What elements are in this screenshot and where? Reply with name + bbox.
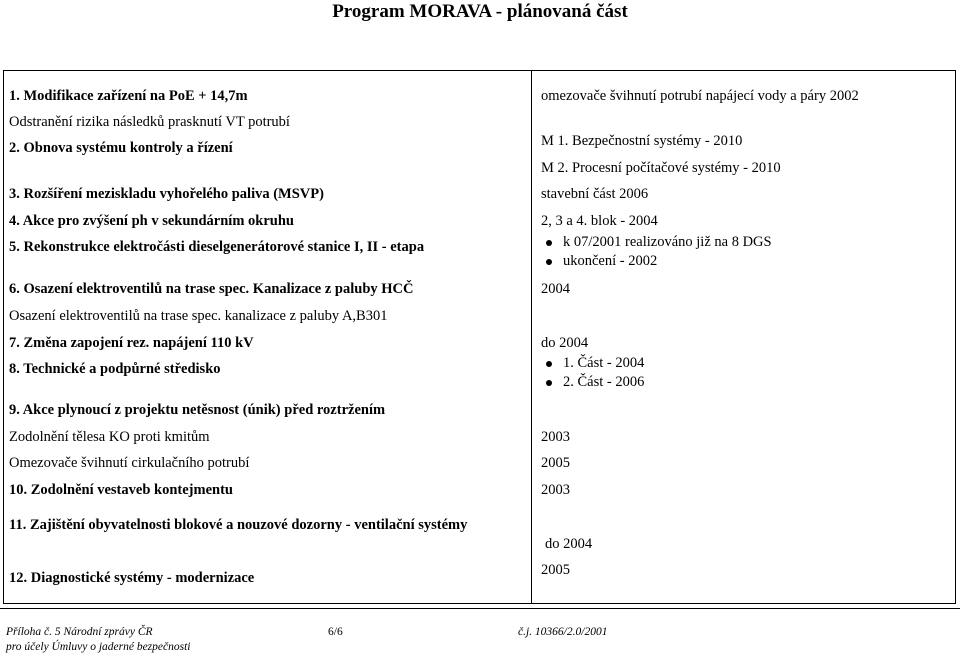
status-9a: 2003 xyxy=(541,429,570,445)
page-title: Program MORAVA - plánovaná část xyxy=(332,1,628,22)
item-1: 1. Modifikace zařízení na PoE + 14,7m xyxy=(9,88,248,104)
status-5b: ukončení - 2002 xyxy=(563,253,658,269)
footer-annex: Příloha č. 5 Národní zprávy ČR xyxy=(6,626,153,638)
status-8b: 2. Část - 2006 xyxy=(563,374,645,390)
item-3: 3. Rozšíření meziskladu vyhořelého paliva (MSVP) xyxy=(9,186,324,202)
bullet-icon xyxy=(546,240,552,246)
status-7: do 2004 xyxy=(541,335,589,351)
item-12: 12. Diagnostické systémy - modernizace xyxy=(9,570,255,586)
footer-reference: č.j. 10366/2.0/2001 xyxy=(518,626,608,638)
item-4: 4. Akce pro zvýšení ph v sekundárním okruhu xyxy=(9,213,294,229)
item-9: 9. Akce plynoucí z projektu netěsnost (únik) před roztržením xyxy=(9,402,386,418)
bullet-icon xyxy=(546,361,552,367)
bullet-icon xyxy=(546,380,552,386)
item-6: 6. Osazení elektroventilů na trase spec. Kanalizace z paluby HCČ xyxy=(9,281,414,297)
status-8a: 1. Část - 2004 xyxy=(563,355,645,371)
status-10: 2003 xyxy=(541,482,570,498)
footer-purpose: pro účely Úmluvy o jaderné bezpečnosti xyxy=(6,641,191,653)
status-3: stavební část 2006 xyxy=(541,186,649,202)
item-1-detail: Odstranění rizika následků prasknutí VT potrubí xyxy=(9,114,290,130)
item-8: 8. Technické a podpůrné středisko xyxy=(9,361,221,377)
status-6: 2004 xyxy=(541,281,570,297)
item-9-detail-2: Omezovače švihnutí cirkulačního potrubí xyxy=(9,455,250,471)
item-7: 7. Změna zapojení rez. napájení 110 kV xyxy=(9,335,254,351)
status-1: omezovače švihnutí potrubí napájecí vody a páry 2002 xyxy=(541,88,859,104)
footer-page-number: 6/6 xyxy=(328,626,343,638)
item-9-detail-1: Zodolnění tělesa KO proti kmitům xyxy=(9,429,210,445)
status-4: 2, 3 a 4. blok - 2004 xyxy=(541,213,658,229)
item-2: 2. Obnova systému kontroly a řízení xyxy=(9,140,233,156)
status-2b: M 2. Procesní počítačové systémy - 2010 xyxy=(541,160,781,176)
item-11: 11. Zajištění obyvatelnosti blokové a nouzové dozorny - ventilační systémy xyxy=(9,517,468,533)
status-9b: 2005 xyxy=(541,455,570,471)
status-2a: M 1. Bezpečnostní systémy - 2010 xyxy=(541,133,743,149)
footer-rule xyxy=(0,608,960,609)
item-10: 10. Zodolnění vestaveb kontejmentu xyxy=(9,482,233,498)
bullet-icon xyxy=(546,259,552,265)
column-divider xyxy=(531,70,532,604)
status-11: do 2004 xyxy=(545,536,593,552)
item-5: 5. Rekonstrukce elektročásti dieselgenerátorové stanice I, II - etapa xyxy=(9,239,425,255)
status-5a: k 07/2001 realizováno již na 8 DGS xyxy=(563,234,772,250)
item-6-detail: Osazení elektroventilů na trase spec. kanalizace z paluby A,B301 xyxy=(9,308,388,324)
status-12: 2005 xyxy=(541,562,570,578)
